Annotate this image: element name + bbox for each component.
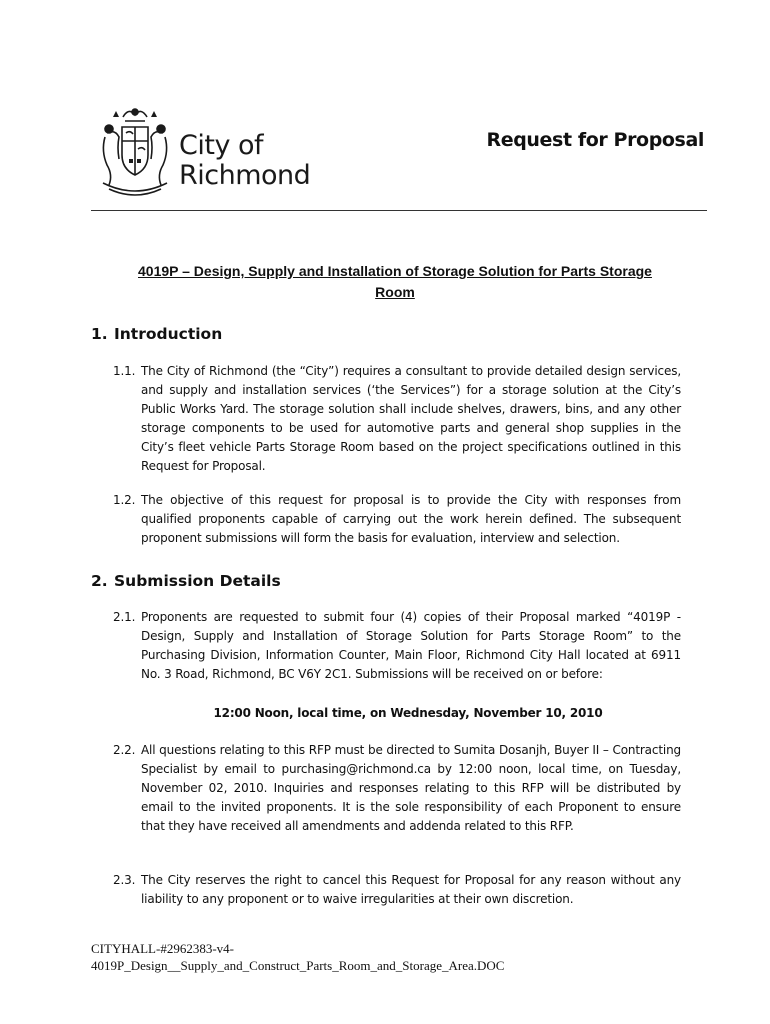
submission-deadline: 12:00 Noon, local time, on Wednesday, November 10, 2010 (213, 706, 603, 720)
paragraph-text: The City reserves the right to cancel this Request for Proposal for any reason without any liability to any proponent or to waive irregularities at their own discretion. (141, 873, 681, 906)
paragraph-text: The City of Richmond (the “City”) requires a consultant to provide detailed design services, and supply and installation services (‘the Services”) for a storage solution at the City’s Public Works Yard. The storage solution shall include shelves, drawers, bins, and any other storage components to be used for automotive parts and general shop supplies in the City’s fleet vehicle Parts Storage Room based on the project specifications outlined in this Request for Proposal. (141, 364, 681, 473)
section-title: Submission Details (114, 572, 281, 590)
title-line-2: Room (375, 284, 415, 300)
paragraph-2-3 (113, 871, 681, 909)
logo-line-2: Richmond (179, 160, 311, 191)
paragraph-1-2 (113, 491, 681, 548)
paragraph-number: 2.2. (113, 743, 136, 757)
section-number: 2. (91, 572, 108, 590)
paragraph-number: 1.2. (113, 493, 136, 507)
paragraph-1-1 (113, 362, 681, 475)
document-footer (91, 940, 691, 974)
logo-wordmark (179, 131, 310, 191)
section-heading-introduction (91, 325, 222, 343)
footer-line-1: CITYHALL-#2962383-v4- (91, 941, 234, 956)
paragraph-text: The objective of this request for proposal is to provide the City with responses from qualified proponents capable of carrying out the work herein defined. The subsequent proponent submissions will form the basis for evaluation, interview and selection. (141, 493, 681, 545)
header-divider (91, 210, 707, 211)
logo-line-1: City of (179, 130, 264, 161)
paragraph-2-1 (113, 608, 681, 684)
city-of-richmond-logo (95, 103, 310, 198)
section-number: 1. (91, 325, 108, 343)
section-title: Introduction (114, 325, 223, 343)
document-type-heading: Request for Proposal (486, 129, 704, 151)
paragraph-text: Proponents are requested to submit four (4) copies of their Proposal marked “4019P - Design, Supply and Installation of Storage Solution for Parts Storage Room” to the Purchasing Division, Information Counter, Main Floor, Richmond City Hall located at 6911 No. 3 Road, Richmond, BC V6Y 2C1. Submissions will be received on or before: (141, 610, 681, 681)
document-title (100, 261, 690, 303)
section-heading-submission-details (91, 572, 281, 590)
paragraph-2-2 (113, 741, 681, 836)
paragraph-text: All questions relating to this RFP must be directed to Sumita Dosanjh, Buyer II – Contracting Specialist by email to purchasing@richmond.ca by 12:00 noon, local time, on Tuesday, November 02, 2010. Inquiries and responses relating to this RFP will be distributed by email to the invited proponents. It is the sole responsibility of each Proponent to ensure that they have received all amendments and addenda related to this RFP. (141, 743, 681, 833)
paragraph-number: 2.3. (113, 873, 136, 887)
footer-line-2: 4019P_Design__Supply_and_Construct_Parts_Room_and_Storage_Area.DOC (91, 958, 505, 973)
coat-of-arms-icon (95, 103, 175, 198)
paragraph-number: 2.1. (113, 610, 136, 624)
paragraph-number: 1.1. (113, 364, 136, 378)
title-line-1: 4019P – Design, Supply and Installation of Storage Solution for Parts Storage (138, 263, 652, 279)
